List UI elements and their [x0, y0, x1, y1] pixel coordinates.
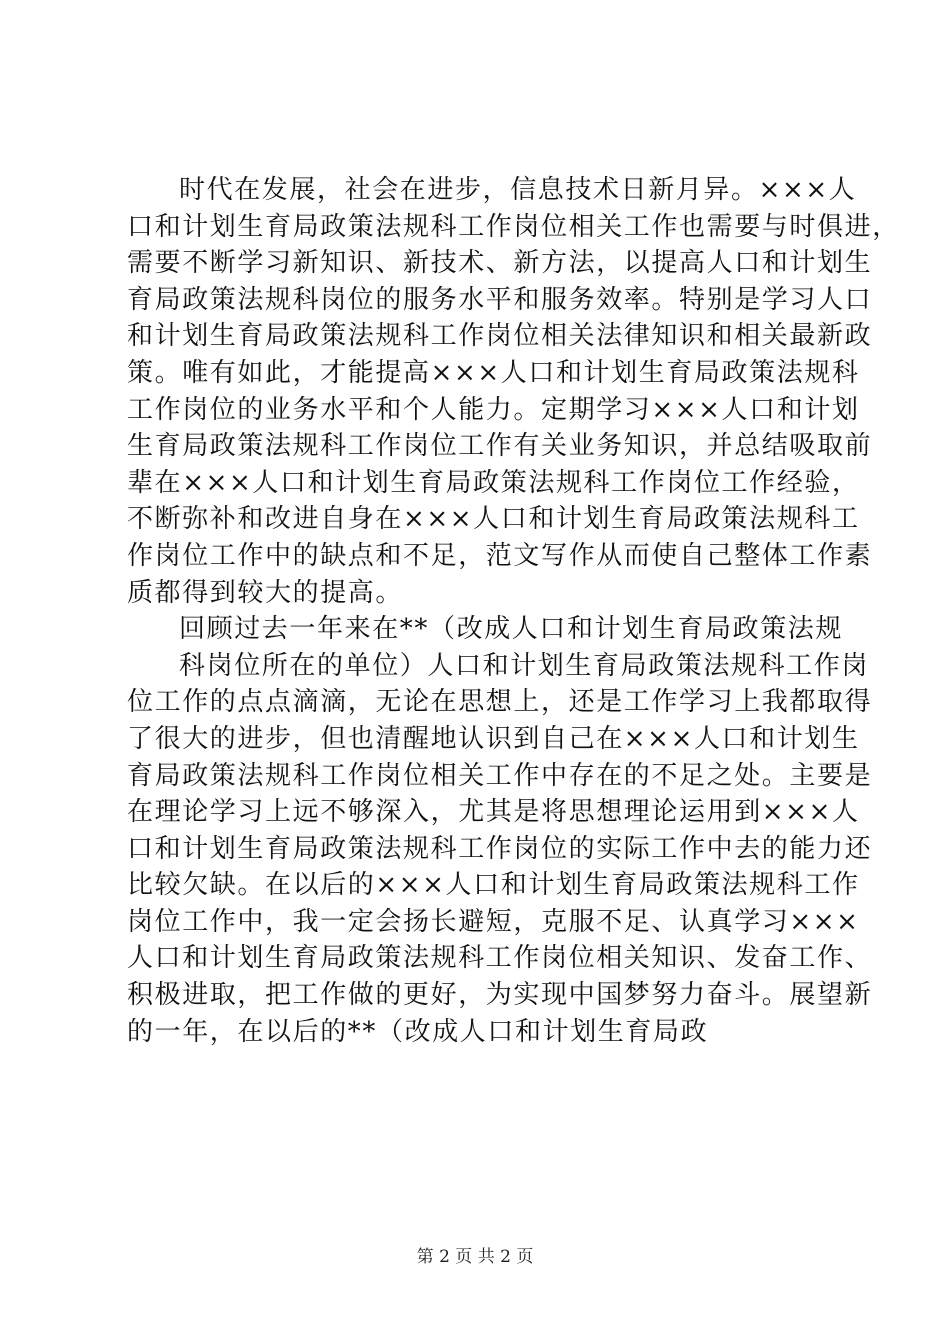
paragraph-3-line-7: 比较欠缺。在以后的×××人口和计划生育局政策法规科工作: [127, 870, 860, 901]
paragraph-3-line-10: 积极进取，把工作做的更好，为实现中国梦努力奋斗。展望新: [127, 980, 873, 1011]
paragraph-3-line-11: 的一年，在以后的**（改成人口和计划生育局政: [127, 1016, 709, 1047]
paragraph-3-line-4: 育局政策法规科工作岗位相关工作中存在的不足之处。主要是: [127, 760, 873, 791]
paragraph-1-line-3: 需要不断学习新知识、新技术、新方法，以提高人口和计划生: [127, 248, 873, 279]
paragraph-3-line-5: 在理论学习上远不够深入，尤其是将思想理论运用到×××人: [127, 797, 860, 828]
paragraph-3-line-6: 口和计划生育局政策法规科工作岗位的实际工作中去的能力还: [127, 833, 873, 864]
paragraph-1-line-12: 质都得到较大的提高。: [127, 577, 404, 608]
paragraph-1-line-10: 不断弥补和改进自身在×××人口和计划生育局政策法规科工: [127, 504, 860, 535]
paragraph-1-line-6: 策。唯有如此，才能提高×××人口和计划生育局政策法规科: [127, 357, 860, 388]
paragraph-1-line-9: 辈在×××人口和计划生育局政策法规科工作岗位工作经验，: [127, 467, 860, 498]
paragraph-3-line-3: 了很大的进步，但也清醒地认识到自己在×××人口和计划生: [127, 723, 860, 754]
paragraph-3-line-2: 位工作的点点滴滴，无论在思想上，还是工作学习上我都取得: [127, 687, 873, 718]
paragraph-1-line-1: 时代在发展，社会在进步，信息技术日新月异。×××人: [179, 175, 857, 205]
paragraph-3-line-8: 岗位工作中，我一定会扬长避短，克服不足、认真学习×××: [127, 906, 860, 937]
paragraph-3-line-1: 科岗位所在的单位）人口和计划生育局政策法规科工作岗: [179, 650, 870, 681]
paragraph-1-line-7: 工作岗位的业务水平和个人能力。定期学习×××人口和计划: [127, 394, 860, 425]
paragraph-1-line-11: 作岗位工作中的缺点和不足，范文写作从而使自己整体工作素: [127, 540, 873, 571]
page-number-footer: 第 2 页 共 2 页: [416, 1247, 534, 1267]
paragraph-1-line-5: 和计划生育局政策法规科工作岗位相关法律知识和相关最新政: [127, 321, 873, 352]
document-body: [127, 172, 900, 1050]
paragraph-2-line-1: 回顾过去一年来在**（改成人口和计划生育局政策法规: [179, 614, 844, 645]
paragraph-1-line-4: 育局政策法规科岗位的服务水平和服务效率。特别是学习人口: [127, 284, 873, 315]
paragraph-1-line-8: 生育局政策法规科工作岗位工作有关业务知识，并总结吸取前: [127, 431, 873, 462]
paragraph-3-line-9: 人口和计划生育局政策法规科工作岗位相关知识、发奋工作、: [127, 943, 873, 974]
paragraph-1-line-2: 口和计划生育局政策法规科工作岗位相关工作也需要与时俱进，: [127, 211, 900, 242]
